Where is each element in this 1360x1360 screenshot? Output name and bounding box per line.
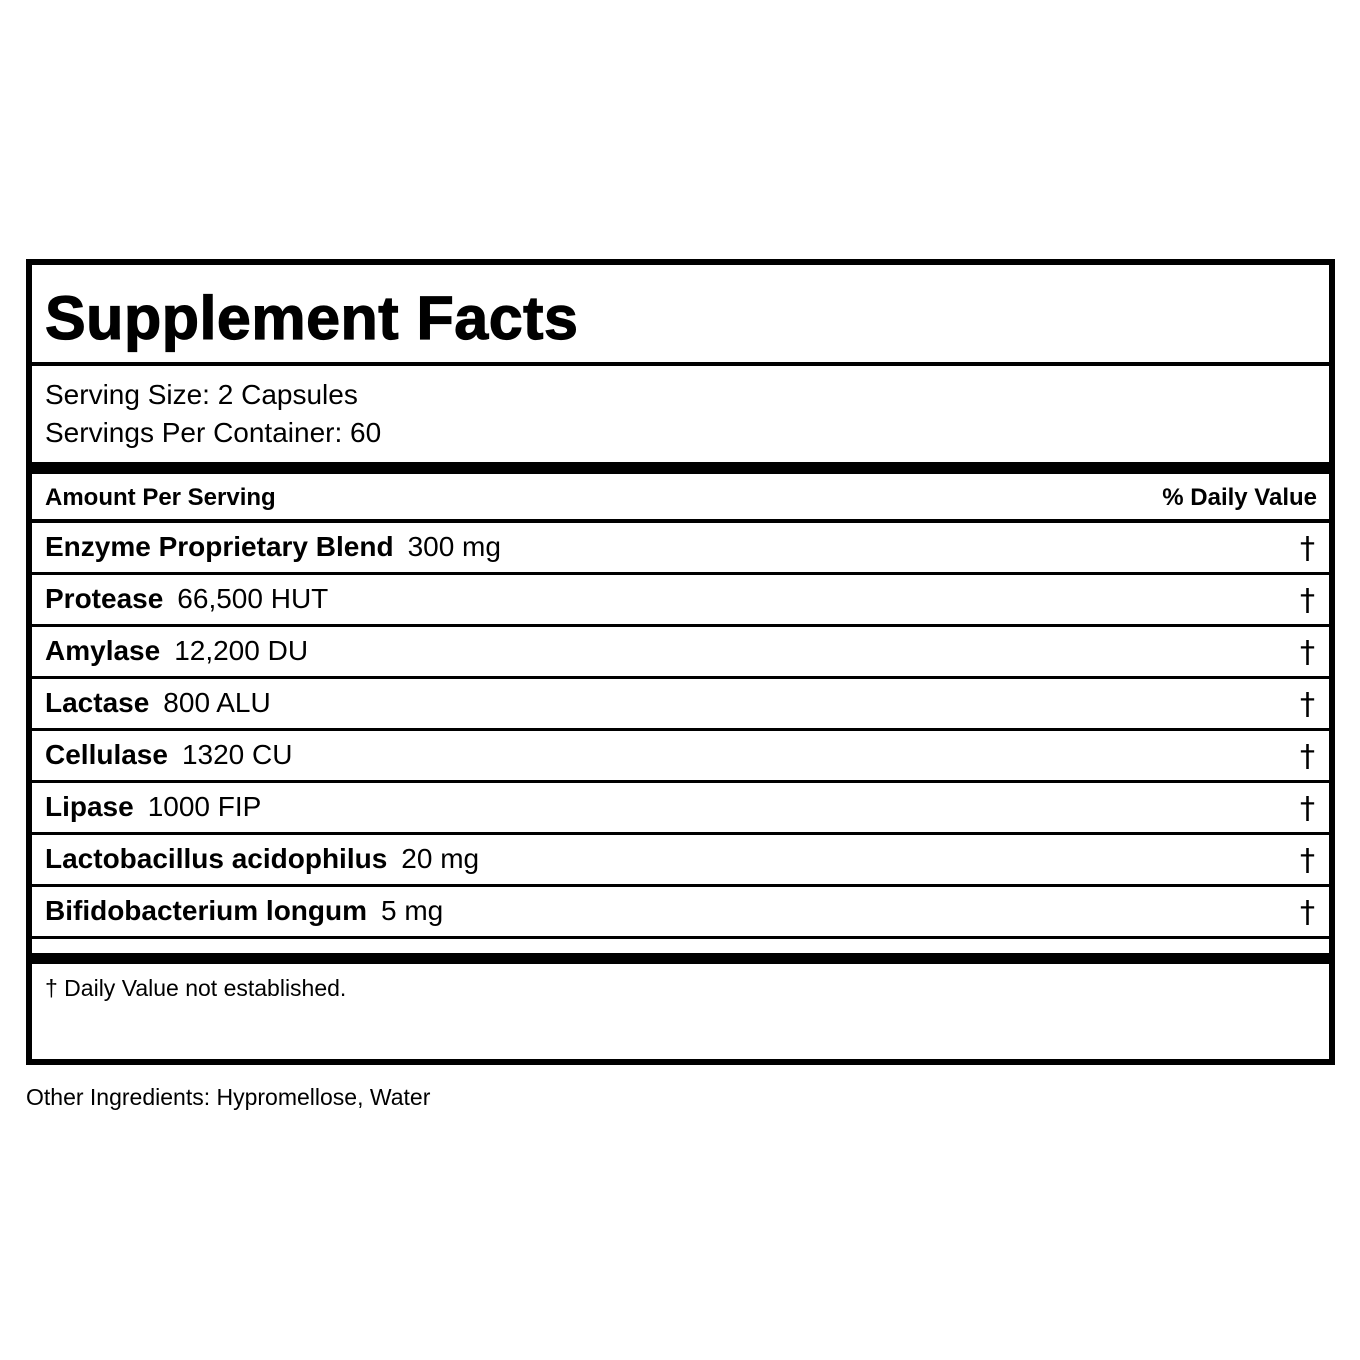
ingredient-name-cell (45, 687, 271, 719)
ingredient-row (32, 523, 1329, 575)
ingredient-name: Cellulase (45, 739, 168, 770)
serving-info (32, 366, 1329, 462)
ingredient-amount: 1000 FIP (147, 791, 262, 822)
ingredient-row (32, 575, 1329, 627)
ingredient-name: Amylase (45, 635, 161, 666)
servings-per-container: Servings Per Container: 60 (45, 417, 382, 448)
ingredient-amount: 66,500 HUT (177, 583, 329, 614)
daily-value-header: % Daily Value (1162, 484, 1317, 511)
ingredient-row (32, 835, 1329, 887)
ingredient-name-cell (45, 635, 308, 667)
ingredient-amount: 5 mg (381, 895, 444, 926)
ingredient-row (32, 627, 1329, 679)
daily-value-dagger: † (1300, 895, 1315, 930)
ingredient-name-cell (45, 739, 292, 771)
footnote: † Daily Value not established. (45, 975, 347, 1001)
ingredient-name-cell (45, 583, 328, 615)
ingredient-amount: 12,200 DU (174, 635, 309, 666)
divider-thick-bottom (32, 953, 1329, 964)
ingredient-list (32, 523, 1329, 939)
serving-size: Serving Size: 2 Capsules (45, 379, 358, 410)
ingredient-amount: 1320 CU (181, 739, 293, 770)
daily-value-dagger: † (1300, 791, 1315, 826)
daily-value-dagger: † (1300, 739, 1315, 774)
ingredient-name: Protease (45, 583, 164, 614)
ingredient-name-cell (45, 531, 501, 563)
daily-value-dagger: † (1300, 583, 1315, 618)
ingredient-name: Lactobacillus acidophilus (45, 843, 388, 874)
daily-value-dagger: † (1300, 687, 1315, 722)
ingredient-name-cell (45, 843, 479, 875)
panel-title: Supplement Facts (45, 284, 579, 352)
title-row (32, 265, 1329, 366)
ingredient-name: Enzyme Proprietary Blend (45, 531, 394, 562)
ingredient-row (32, 731, 1329, 783)
supplement-facts-panel (26, 259, 1335, 1065)
other-ingredients: Other Ingredients: Hypromellose, Water (26, 1084, 431, 1110)
ingredient-name: Lactase (45, 687, 150, 718)
ingredient-row (32, 679, 1329, 731)
ingredient-row (32, 887, 1329, 939)
ingredient-amount: 300 mg (407, 531, 501, 562)
ingredient-amount: 20 mg (401, 843, 480, 874)
ingredient-name-cell (45, 791, 261, 823)
column-header-row (32, 474, 1329, 523)
ingredient-name: Lipase (45, 791, 134, 822)
divider-thick-top (32, 462, 1329, 474)
daily-value-dagger: † (1300, 531, 1315, 566)
ingredient-amount: 800 ALU (163, 687, 271, 718)
amount-per-serving-header: Amount Per Serving (45, 484, 276, 511)
daily-value-dagger: † (1300, 635, 1315, 670)
daily-value-dagger: † (1300, 843, 1315, 878)
ingredient-row (32, 783, 1329, 835)
ingredient-name: Bifidobacterium longum (45, 895, 367, 926)
ingredient-name-cell (45, 895, 443, 927)
